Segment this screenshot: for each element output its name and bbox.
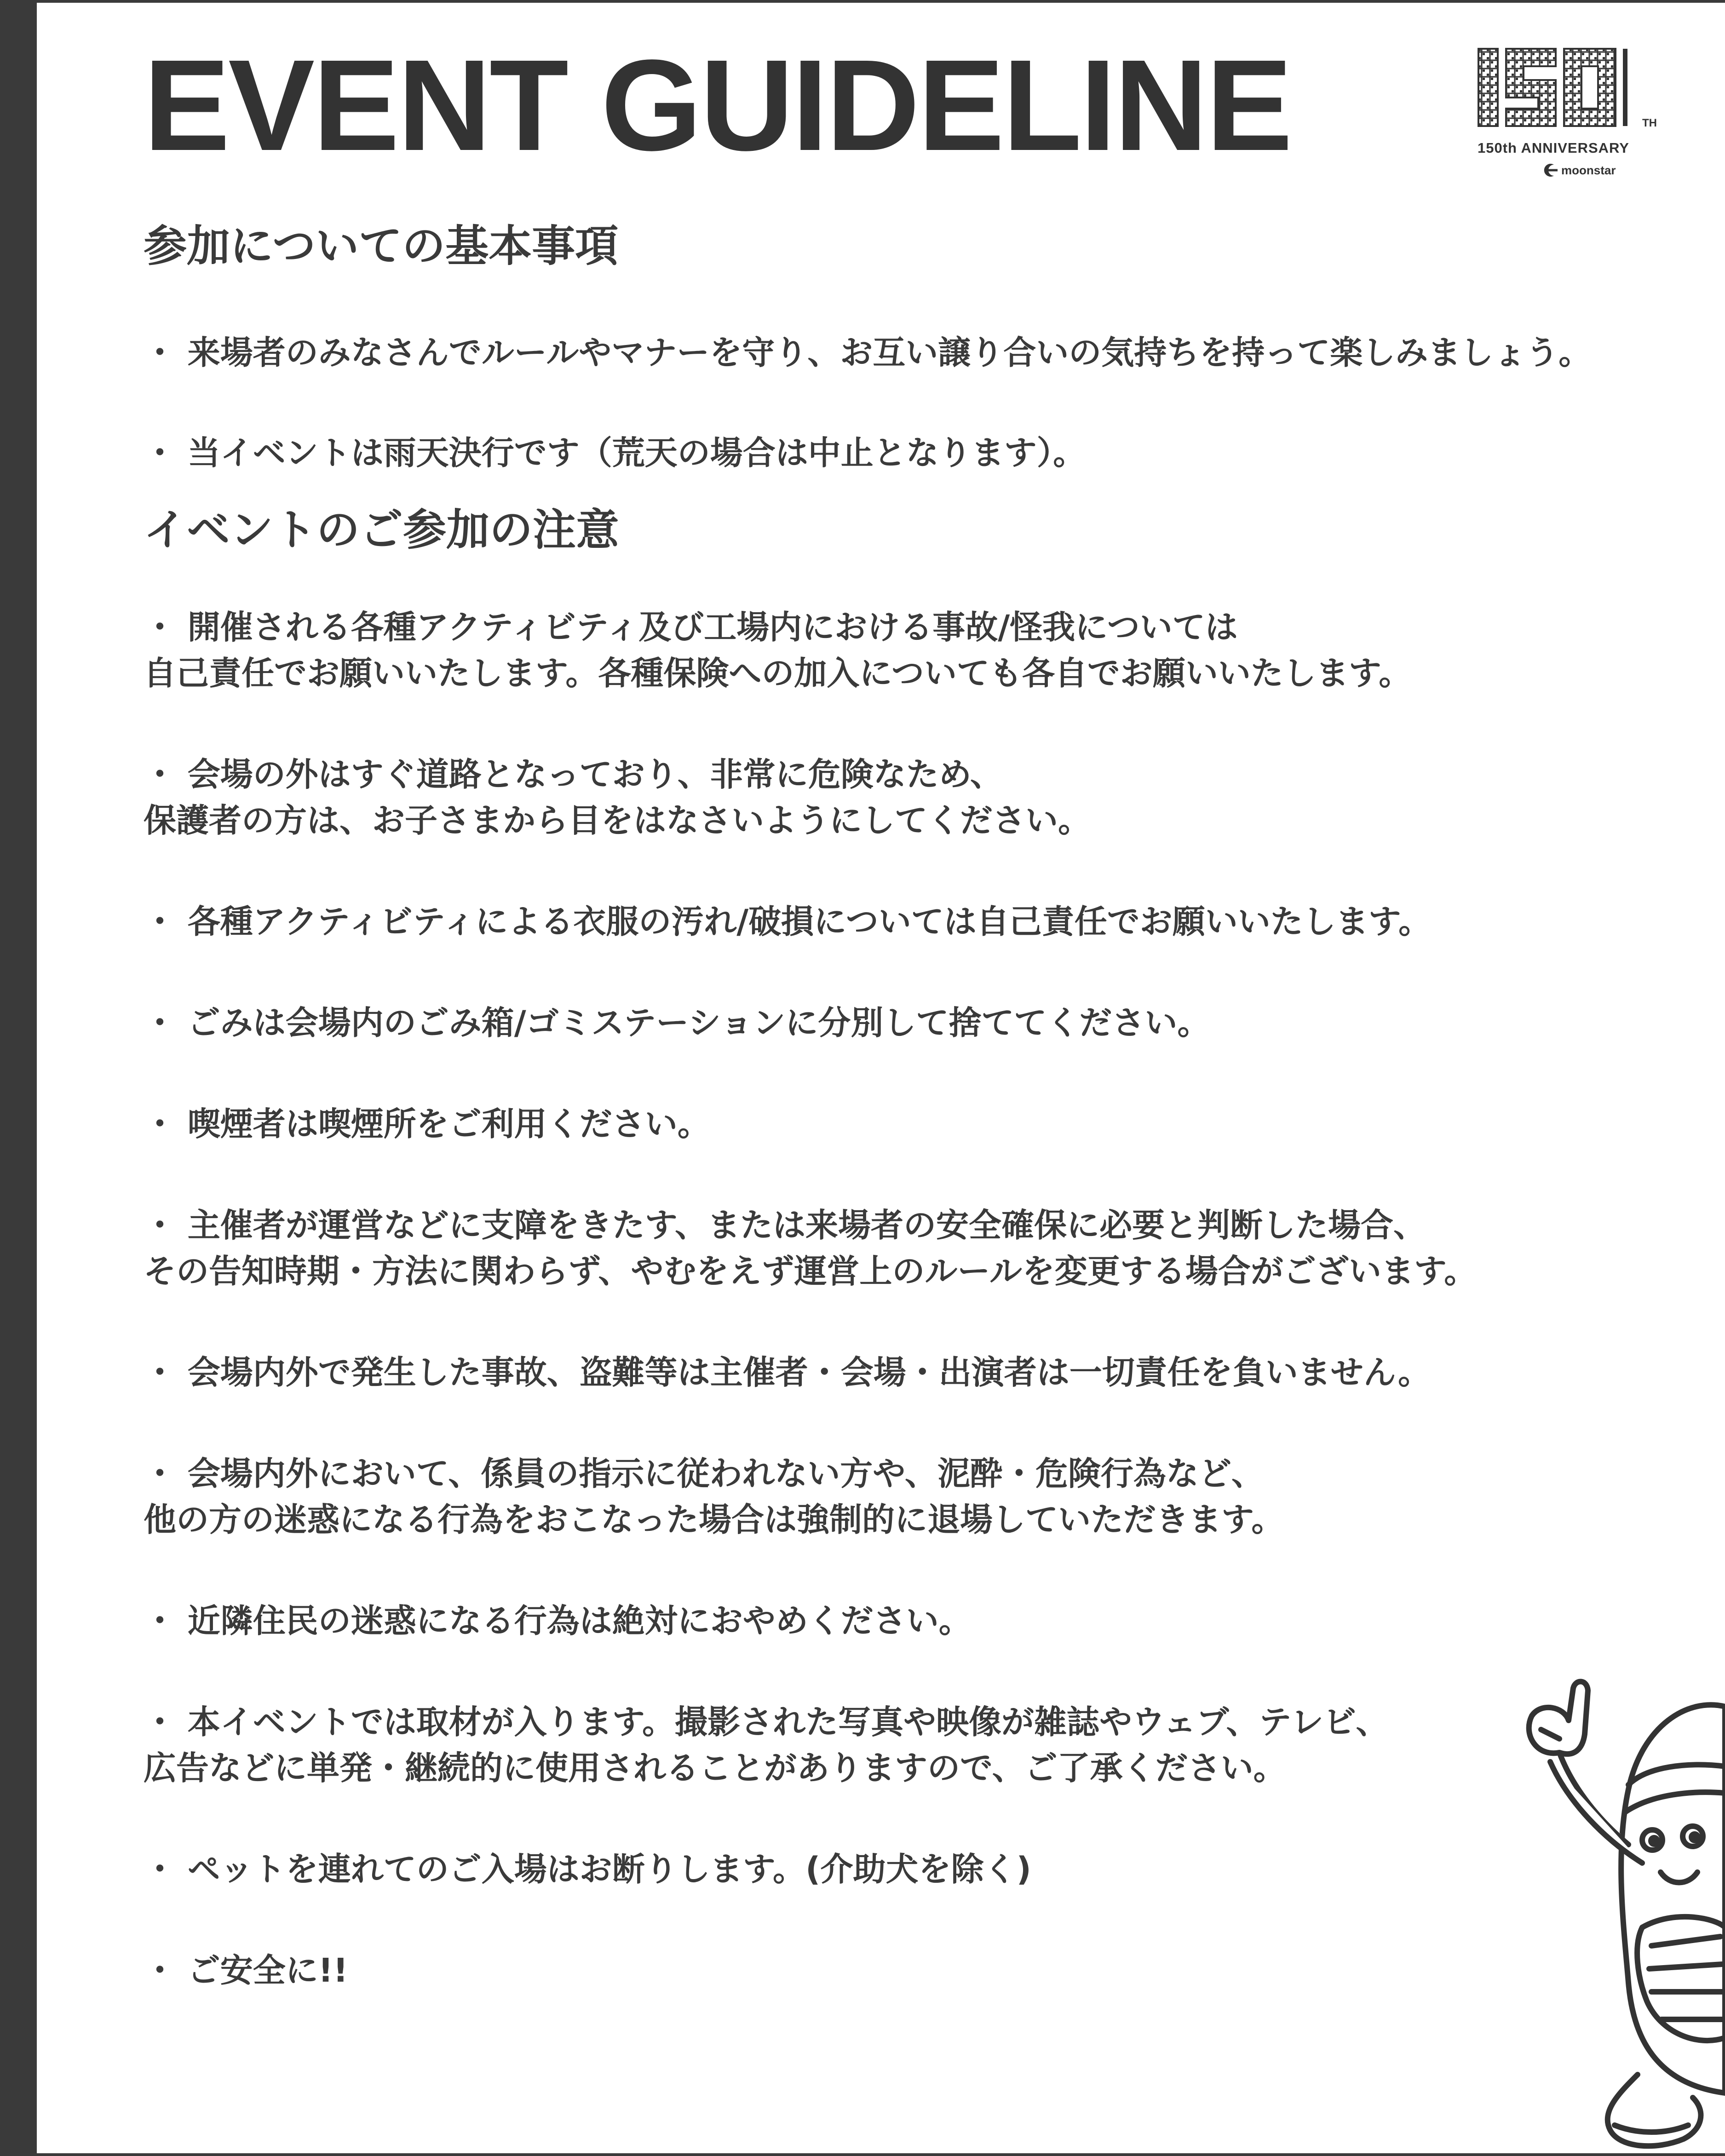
section-basics [144,221,1689,476]
logo-brand [1540,161,1616,179]
anniversary-logo [1478,48,1666,181]
list-item: ・ 会場の外はすぐ道路となっており、非常に危険なため、 保護者の方は、お子さまから目をはなさいようにしてください。 [144,755,1091,839]
mascot-pointing-icon [1490,1670,1725,2156]
page-title: EVENT GUIDELINE [144,33,1291,178]
list-item: ・ ご安全に!! [144,1951,348,1989]
anniversary-logo-icon [1478,48,1641,127]
logo-brand-text: moonstar [1561,163,1616,177]
list-item: ・ 会場内外で発生した事故、盗難等は主催者・会場・出演者は一切責任を負いません。 [144,1353,1431,1391]
list-item: ・ 各種アクティビティによる衣服の汚れ/破損については自己責任でお願いいたします。 [144,902,1432,941]
guideline-content [144,221,1689,1994]
section-heading: 参加についての基本事項 [144,221,619,271]
list-item: ・ 当イベントは雨天決行です（荒天の場合は中止となります）。 [144,433,1086,472]
moonstar-logo-icon [1540,163,1558,177]
list-item: ・ 会場内外において、係員の指示に従われない方や、泥酔・危険行為など、 他の方の迷惑になる行為をおこなった場合は強制的に退場していただきます。 [144,1454,1284,1539]
list-item: ・ 主催者が運営などに支障をきたす、または来場者の安全確保に必要と判断した場合、 その告知時期・方法に関わらず、やむをえず運営上のルールを変更する場合がございます。 [144,1206,1477,1290]
list-item: ・ ごみは会場内のごみ箱/ゴミステーションに分別して捨ててください。 [144,1003,1210,1042]
logo-th-suffix: TH [1642,117,1657,129]
list-item: ・ 本イベントでは取材が入ります。撮影された写真や映像が雑誌やウェブ、テレビ、 広告などに単発・継続的に使用されることがありますので、ご了承ください。 [144,1702,1389,1787]
section-precautions [144,505,1689,1994]
left-side-bar [0,0,37,2156]
list-item: ・ ペットを連れてのご入場はお断りします。(介助犬を除く) [144,1850,1031,1888]
list-item: ・ 近隣住民の迷惑になる行為は絶対におやめください。 [144,1601,972,1640]
list-item: ・ 開催される各種アクティビティ及び工場内における事故/怪我については 自己責任でお願いいたします。各種保険への加入についても各自でお願いいたします。 [144,608,1412,692]
bottom-border [37,2153,1725,2156]
logo-anniversary-text: 150th ANNIVERSARY [1478,140,1629,156]
list-item: ・ 来場者のみなさんでルールやマナーを守り、お互い譲り合いの気持ちを持って楽しみましょう。 [144,333,1592,372]
section-heading: イベントのご参加の注意 [144,505,620,555]
list-item: ・ 喫煙者は喫煙所をご利用ください。 [144,1104,710,1143]
top-border [37,0,1725,3]
